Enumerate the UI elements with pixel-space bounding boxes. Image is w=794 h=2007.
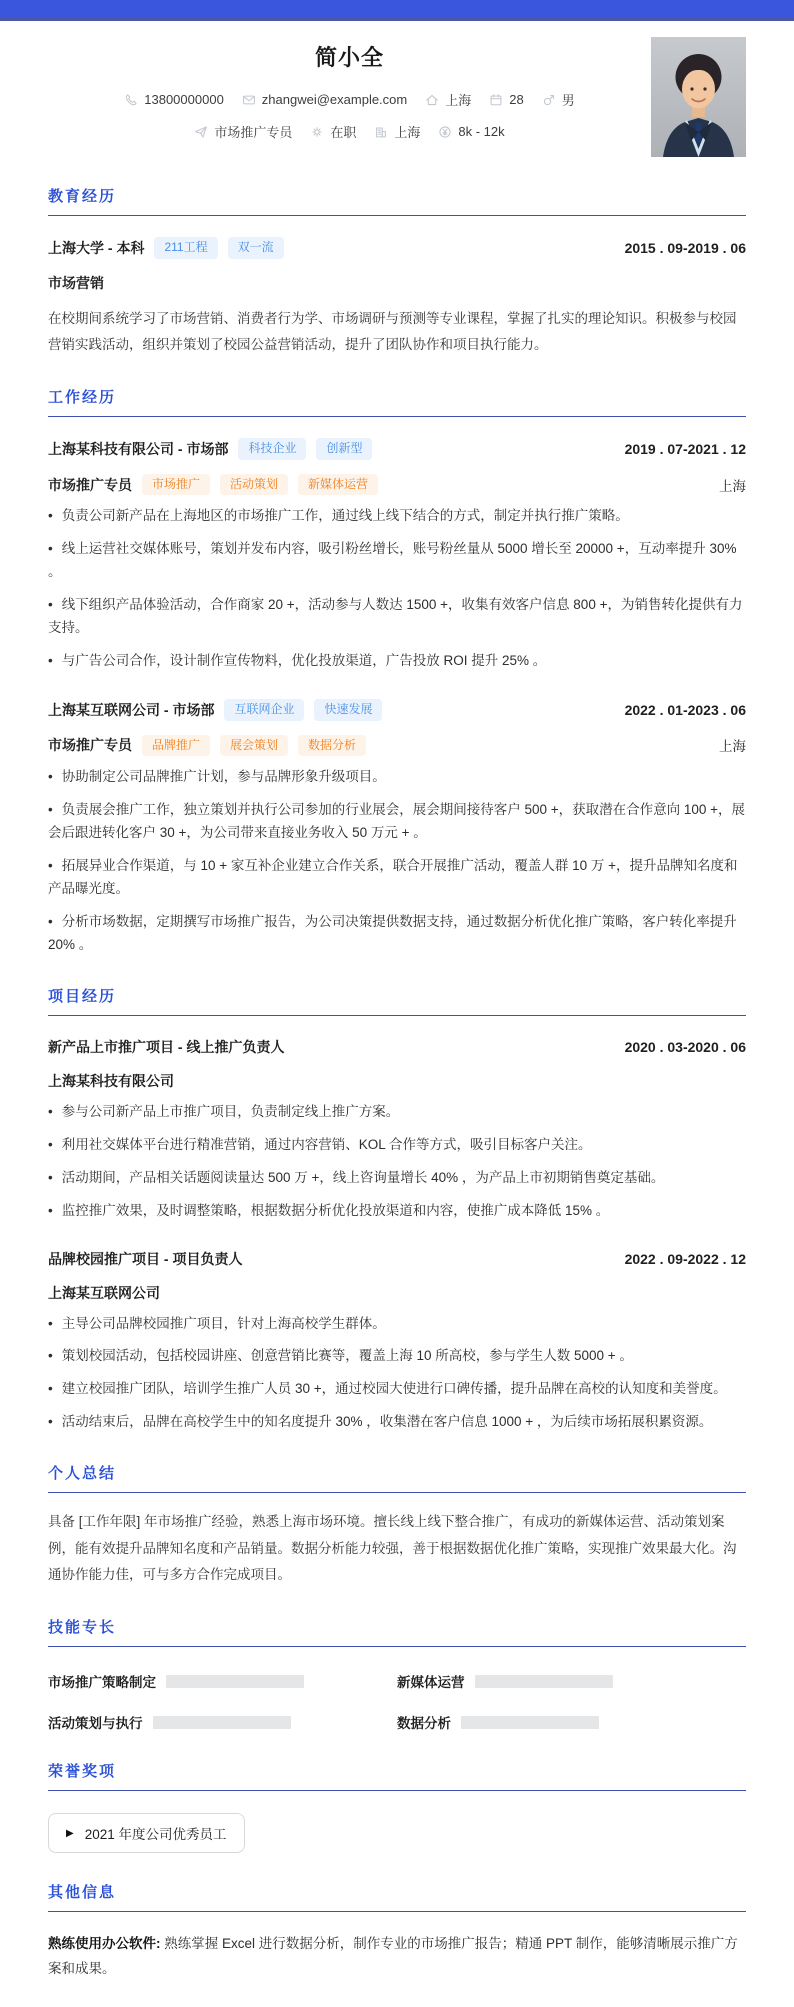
bullet-dot-icon: • <box>48 508 53 524</box>
project-name: 新产品上市推广项目 - 线上推广负责人 <box>48 1038 285 1055</box>
role-tag: 品牌推广 <box>142 735 210 757</box>
position-icon <box>194 125 208 139</box>
contact-city-value: 上海 <box>394 125 421 140</box>
section-rule <box>48 416 746 417</box>
honor-text: 2021 年度公司优秀员工 <box>84 1827 227 1843</box>
section-title-skills: 技能专长 <box>48 1619 117 1637</box>
bullet-dot-icon: • <box>48 653 53 669</box>
other-info-line <box>48 1932 746 1981</box>
contact-location <box>425 90 471 109</box>
city-icon <box>374 125 388 139</box>
work-role-row <box>48 735 746 757</box>
bullet-dot-icon: • <box>48 769 53 785</box>
bullet-item <box>48 1411 746 1434</box>
bullet-dot-icon: • <box>48 1136 53 1152</box>
section-title-education: 教育经历 <box>48 188 117 205</box>
work-entry-left <box>48 438 372 460</box>
other-info-label: 熟练使用办公软件: <box>48 1936 161 1952</box>
bullet-text: 协助制定公司品牌推广计划，参与品牌形象升级项目。 <box>61 769 386 785</box>
bullet-item <box>48 1378 746 1401</box>
project-entry-head <box>48 1249 746 1269</box>
work-role-left <box>48 735 366 757</box>
bullet-text: 负责展会推广工作，独立策划并执行公司参加的行业展会，展会期间接待客户 500 +，获取潜在合作意向 100 +，展会后跟进转化客户 30 +，为公司带来直接业务收入 50 万元 + 。 <box>48 802 746 841</box>
work-entry-head <box>48 699 746 721</box>
phone-icon <box>124 93 138 107</box>
skill-label: 新媒体运营 <box>397 1675 465 1691</box>
section-title-projects: 项目经历 <box>48 987 117 1005</box>
bullet-dot-icon: • <box>48 802 53 818</box>
bullet-dot-icon: • <box>48 1169 53 1185</box>
company-name: 上海某科技有限公司 - 市场部 <box>48 441 229 458</box>
bullet-item <box>48 1345 746 1368</box>
resume-page <box>0 21 794 2007</box>
gender-icon <box>542 93 556 107</box>
bullet-item <box>48 1101 746 1124</box>
skill-bar <box>461 1716 599 1729</box>
bullet-text: 参与公司新产品上市推广项目，负责制定线上推广方案。 <box>61 1103 400 1119</box>
role-tag: 活动策划 <box>220 474 288 496</box>
section-work <box>48 386 746 957</box>
skill-row <box>397 1671 746 1691</box>
section-rule <box>48 215 746 216</box>
work-role-left <box>48 474 378 496</box>
bullet-dot-icon: • <box>48 1381 53 1397</box>
work-bullet-list <box>48 766 746 957</box>
education-date: 2015 . 09-2019 . 06 <box>624 239 746 256</box>
project-entry <box>48 1249 746 1435</box>
salary-icon <box>438 125 452 139</box>
skill-bar <box>153 1716 291 1729</box>
company-tag: 互联网企业 <box>224 699 304 721</box>
project-bullet-list <box>48 1313 746 1435</box>
bullet-item <box>48 1167 746 1190</box>
resume-header <box>48 21 746 157</box>
summary-text: 具备 [工作年限] 年市场推广经验，熟悉上海市场环境。擅长线上线下整合推广，有成功的新媒体运营、活动策划案例，能有效提升品牌知名度和产品销量。数据分析能力较强，善于根据数据优化推广策略，实现推广效果最大化。沟通协作能力佳，可与多方合作完成项目。 <box>48 1514 737 1582</box>
bullet-text: 线上运营社交媒体账号，策划并发布内容，吸引粉丝增长，账号粉丝量从 5000 增长至 20000 +，互动率提升 30% 。 <box>48 541 737 580</box>
education-entry <box>48 237 746 358</box>
contact-phone-value: 13800000000 <box>144 92 224 107</box>
work-date: 2022 . 01-2023 . 06 <box>624 701 746 718</box>
bullet-dot-icon: • <box>48 1202 53 1218</box>
candidate-name: 简小全 <box>314 45 384 70</box>
bullet-item <box>48 799 746 845</box>
work-date: 2019 . 07-2021 . 12 <box>624 441 746 458</box>
school-name: 上海大学 - 本科 <box>48 239 145 256</box>
contact-email-value: zhangwei@example.com <box>261 92 408 107</box>
education-entry-head <box>48 237 746 259</box>
skill-row <box>48 1671 397 1691</box>
work-entry <box>48 699 746 957</box>
role-name: 市场推广专员 <box>48 737 132 754</box>
skill-row <box>397 1712 746 1732</box>
project-company: 上海某互联网公司 <box>48 1284 160 1301</box>
contact-age-value: 28 <box>509 92 524 107</box>
role-name: 市场推广专员 <box>48 476 132 493</box>
bullet-dot-icon: • <box>48 858 53 874</box>
contact-position-value: 市场推广专员 <box>214 125 293 140</box>
contact-age <box>489 92 523 107</box>
bullet-item <box>48 1134 746 1157</box>
work-entry-left <box>48 699 382 721</box>
contact-status <box>310 122 356 141</box>
section-title-summary: 个人总结 <box>48 1465 117 1483</box>
skill-label: 市场推广策略制定 <box>48 1675 156 1691</box>
bullet-text: 分析市场数据，定期撰写市场推广报告，为公司决策提供数据支持，通过数据分析优化推广策略，客户转化率提升 20% 。 <box>48 913 737 952</box>
skill-label: 活动策划与执行 <box>48 1716 143 1732</box>
status-icon <box>310 125 324 139</box>
company-name: 上海某互联网公司 - 市场部 <box>48 701 215 718</box>
section-title-other: 其他信息 <box>48 1884 117 1902</box>
project-bullet-list <box>48 1101 746 1223</box>
bullet-item <box>48 505 746 528</box>
contact-phone <box>124 92 224 107</box>
section-rule <box>48 1015 746 1016</box>
role-tag: 市场推广 <box>142 474 210 496</box>
bullet-dot-icon: • <box>48 1103 53 1119</box>
company-tag: 创新型 <box>316 438 372 460</box>
bullet-text: 拓展异业合作渠道，与 10 + 家互补企业建立合作关系，联合开展推广活动，覆盖人群 10 万 +，提升品牌知名度和产品曝光度。 <box>48 858 738 896</box>
play-triangle-icon: ▶ <box>66 1827 74 1839</box>
skill-row <box>48 1712 397 1732</box>
section-rule <box>48 1646 746 1647</box>
section-skills <box>48 1616 746 1732</box>
contact-status-value: 在职 <box>330 125 357 140</box>
section-education <box>48 185 746 358</box>
home-icon <box>425 93 439 107</box>
contact-row-job <box>48 122 651 141</box>
section-rule <box>48 1911 746 1912</box>
school-tag: 211工程 <box>154 237 217 259</box>
bullet-text: 活动结束后，品牌在高校学生中的知名度提升 30% ，收集潜在客户信息 1000 + ，为后续市场拓展积累资源。 <box>61 1414 713 1430</box>
company-tag: 科技企业 <box>238 438 306 460</box>
section-honors <box>48 1760 746 1853</box>
section-other <box>48 1881 746 1981</box>
skill-bar <box>166 1675 304 1688</box>
section-projects <box>48 985 746 1435</box>
role-tag: 新媒体运营 <box>298 474 378 496</box>
work-bullet-list <box>48 505 746 673</box>
bullet-dot-icon: • <box>48 541 53 557</box>
bullet-text: 建立校园推广团队，培训学生推广人员 30 +，通过校园大使进行口碑传播，提升品牌在高校的认知度和美誉度。 <box>61 1381 727 1397</box>
bullet-dot-icon: • <box>48 1315 53 1331</box>
bullet-item <box>48 1313 746 1336</box>
bullet-text: 活动期间，产品相关话题阅读量达 500 万 +，线上咨询量增长 40% ，为产品上市初期销售奠定基础。 <box>61 1169 665 1185</box>
section-summary <box>48 1462 746 1588</box>
work-location: 上海 <box>719 739 746 755</box>
age-icon <box>489 93 503 107</box>
bullet-text: 与广告公司合作，设计制作宣传物料，优化投放渠道，广告投放 ROI 提升 25% 。 <box>61 653 547 669</box>
bullet-item <box>48 855 746 901</box>
bullet-item <box>48 911 746 957</box>
education-description: 在校期间系统学习了市场营销、消费者行为学、市场调研与预测等专业课程，掌握了扎实的理论知识。积极参与校园营销实践活动，组织并策划了校园公益营销活动，提升了团队协作和项目执行能力。 <box>48 310 737 352</box>
education-entry-left <box>48 237 284 259</box>
bullet-text: 主导公司品牌校园推广项目，针对上海高校学生群体。 <box>61 1315 386 1331</box>
skill-label: 数据分析 <box>397 1716 451 1732</box>
section-rule <box>48 1790 746 1791</box>
bullet-item <box>48 538 746 584</box>
section-title-work: 工作经历 <box>48 389 117 407</box>
contact-row-basic <box>48 90 651 109</box>
project-company: 上海某科技有限公司 <box>48 1072 174 1089</box>
bullet-dot-icon: • <box>48 1348 53 1364</box>
bullet-dot-icon: • <box>48 597 53 613</box>
contact-city <box>374 122 420 141</box>
contact-email <box>242 92 407 107</box>
honor-badge <box>48 1813 245 1853</box>
section-rule <box>48 1492 746 1493</box>
project-date: 2022 . 09-2022 . 12 <box>624 1250 746 1267</box>
project-name: 品牌校园推广项目 - 项目负责人 <box>48 1250 243 1267</box>
contact-salary <box>438 124 504 139</box>
bullet-text: 监控推广效果，及时调整策略，根据数据分析优化投放渠道和内容，使推广成本降低 15% 。 <box>61 1202 610 1218</box>
bullet-item <box>48 1200 746 1223</box>
major-name: 市场营销 <box>48 274 104 291</box>
top-accent-bar <box>0 0 794 21</box>
skills-grid <box>48 1671 746 1732</box>
project-date: 2020 . 03-2020 . 06 <box>624 1038 746 1055</box>
contact-gender-value: 男 <box>561 93 575 108</box>
bullet-text: 利用社交媒体平台进行精准营销，通过内容营销、KOL 合作等方式，吸引目标客户关注。 <box>61 1136 592 1152</box>
work-location: 上海 <box>719 478 746 494</box>
contact-gender <box>542 90 575 109</box>
role-tag: 数据分析 <box>298 735 366 757</box>
company-tag: 快速发展 <box>314 699 382 721</box>
contact-salary-value: 8k - 12k <box>458 124 505 139</box>
section-title-honors: 荣誉奖项 <box>48 1763 117 1781</box>
bullet-dot-icon: • <box>48 913 53 929</box>
bullet-item <box>48 594 746 640</box>
bullet-item <box>48 650 746 673</box>
work-role-row <box>48 474 746 496</box>
bullet-text: 策划校园活动，包括校园讲座、创意营销比赛等，覆盖上海 10 所高校，参与学生人数 5000 + 。 <box>61 1348 633 1364</box>
work-entry <box>48 438 746 673</box>
school-tag: 双一流 <box>228 237 284 259</box>
profile-photo <box>651 37 746 157</box>
contact-location-value: 上海 <box>445 93 472 108</box>
contact-position <box>194 122 292 141</box>
other-info-text: 熟练掌握 Excel 进行数据分析，制作专业的市场推广报告；精通 PPT 制作，能够清晰展示推广方案和成果。 <box>48 1936 738 1976</box>
project-entry-head <box>48 1037 746 1057</box>
role-tag: 展会策划 <box>220 735 288 757</box>
bullet-text: 负责公司新产品在上海地区的市场推广工作，通过线上线下结合的方式，制定并执行推广策略。 <box>61 508 629 524</box>
work-entry-head <box>48 438 746 460</box>
bullet-text: 线下组织产品体验活动，合作商家 20 +，活动参与人数达 1500 +，收集有效客户信息 800 +，为销售转化提供有力支持。 <box>48 597 743 636</box>
bullet-dot-icon: • <box>48 1414 53 1430</box>
skill-bar <box>475 1675 613 1688</box>
bullet-item <box>48 766 746 789</box>
email-icon <box>242 93 256 107</box>
header-info <box>48 37 651 154</box>
project-entry <box>48 1037 746 1223</box>
